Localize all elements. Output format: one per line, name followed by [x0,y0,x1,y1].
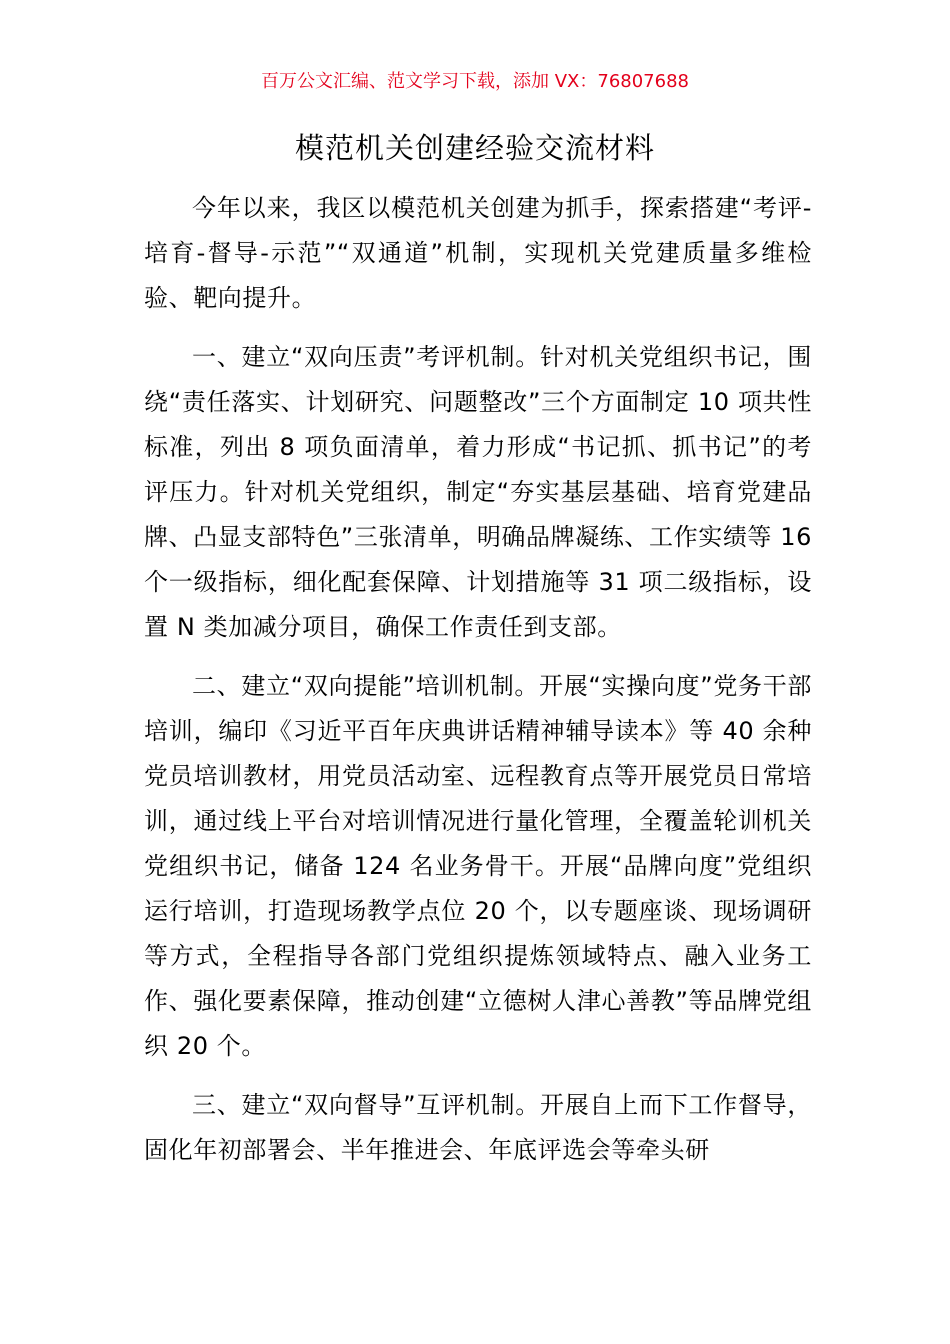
document-title: 模范机关创建经验交流材料 [294,131,655,165]
document-body [144,186,812,1173]
paragraph-section-2: 二、建立“双向提能”培训机制。开展“实操向度”党务干部培训，编印《习近平百年庆典讲话精神辅导读本》等 40 余种党员培训教材，用党员活动室、远程教育点等开展党员日常培训，通过线上平台对培训情况进行量化管理，全覆盖轮训机关党组织书记，储备 124 名业务骨干。开展“品牌向度”党组织运行培训，打造现场教学点位 20 个，以专题座谈、现场调研等方式，全程指导各部门党组织提炼领域特点、融入业务工作、强化要素保障，推动创建“立德树人津心善教”等品牌党组织 20 个。 [144,672,812,1060]
paragraph-section-1: 一、建立“双向压责”考评机制。针对机关党组织书记，围绕“责任落实、计划研究、问题整改”三个方面制定 10 项共性标准，列出 8 项负面清单，着力形成“书记抓、抓书记”的考评压力。针对机关党组织，制定“夯实基层基础、培育党建品牌、凸显支部特色”三张清单，明确品牌凝练、工作实绩等 16 个一级指标，细化配套保障、计划措施等 31 项二级指标，设置 N 类加减分项目，确保工作责任到支部。 [144,343,812,641]
header-note: 百万公文汇编、范文学习下载，添加 VX：76807688 [261,71,689,92]
paragraph-section-3: 三、建立“双向督导”互评机制。开展自上而下工作督导，固化年初部署会、半年推进会、年底评选会等牵头研 [144,1091,812,1164]
paragraph-intro: 今年以来，我区以模范机关创建为抓手，探索搭建“考评-培育-督导-示范”“双通道”机制，实现机关党建质量多维检验、靶向提升。 [144,194,812,312]
